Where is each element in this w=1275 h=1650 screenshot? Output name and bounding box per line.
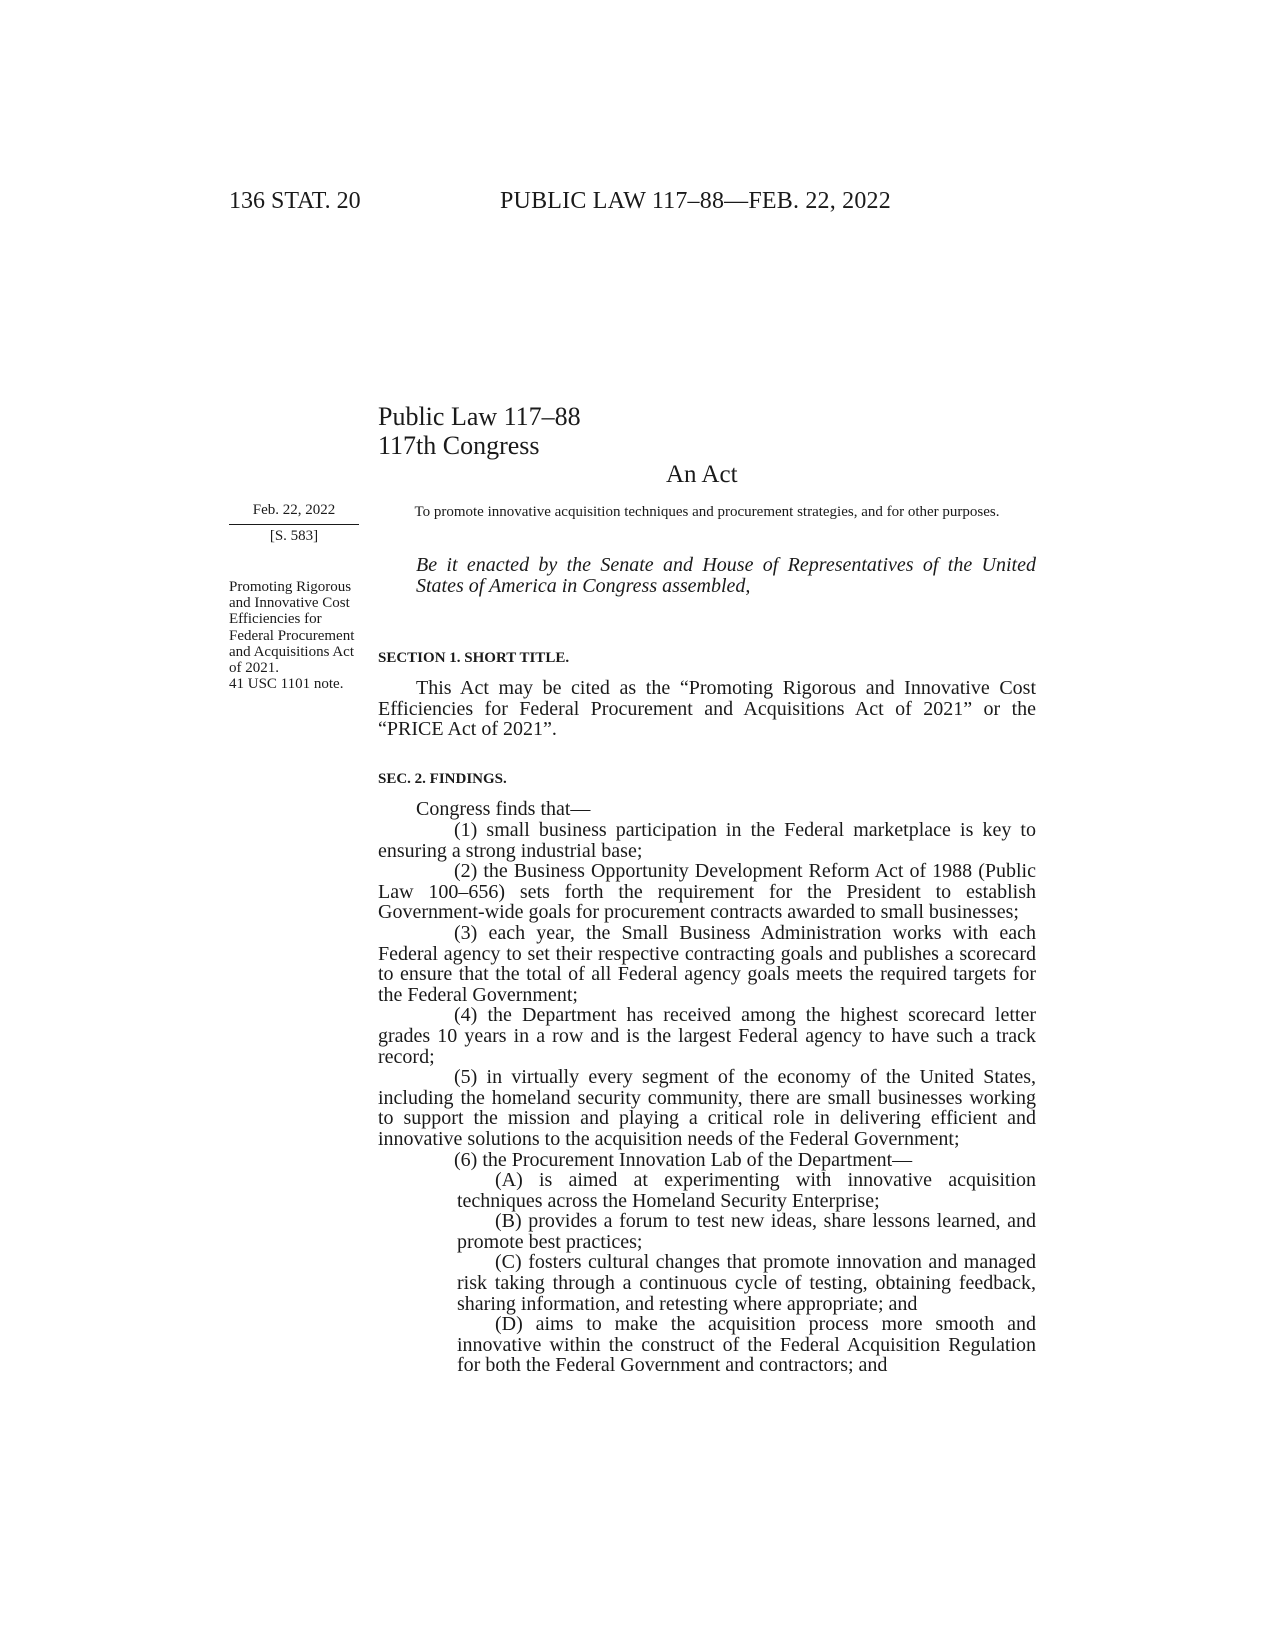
finding-item: (5) in virtually every segment of the economy of the United States, including the homeland security community, there are small businesses working to support the mission and playing a critical role in delivering efficient and innovative solutions to the acquisition needs of the Federal Government;: [378, 1066, 1036, 1150]
stat-page-citation: 136 STAT. 20: [229, 188, 361, 214]
margin-usc-note: 41 USC 1101 note.: [229, 676, 344, 693]
an-act-heading: An Act: [666, 461, 738, 488]
subfinding-item: (D) aims to make the acquisition process more smooth and innovative within the construct of the Federal Acquisition Regulation for both the Federal Government and contractors; and: [457, 1313, 1036, 1377]
running-head: PUBLIC LAW 117–88—FEB. 22, 2022: [500, 188, 891, 214]
finding-item: (3) each year, the Small Business Administration works with each Federal agency to set their respective contracting goals and publishes a scorecard to ensure that the total of all Federal agency goals meets the required targets for the Federal Government;: [378, 921, 1036, 1006]
section-2-heading: SEC. 2. FINDINGS.: [378, 771, 507, 787]
subfinding-item: (C) fosters cultural changes that promote innovation and managed risk taking through a continuous cycle of testing, obtaining feedback, sharing information, and retesting where appropriate; and: [457, 1251, 1036, 1315]
margin-divider: [229, 524, 359, 525]
margin-notes: [229, 579, 364, 692]
enacting-clause: [378, 555, 1036, 596]
enacting-clause-text: Be it enacted by the Senate and House of Representatives of the United States of America in Congress assembled,: [416, 554, 1036, 597]
findings-list: [378, 820, 1036, 1376]
margin-short-title-note: Promoting Rigorous and Innovative Cost Efficiencies for Federal Procurement and Acquisitions Act of 2021.: [229, 579, 355, 677]
law-number: Public Law 117–88: [378, 402, 581, 431]
section-1-heading: SECTION 1. SHORT TITLE.: [378, 650, 570, 666]
section-1-text: This Act may be cited as the “Promoting Rigorous and Innovative Cost Efficiencies for Federal Procurement and Acquisitions Act of 2021” or the “PRICE Act of 2021”.: [378, 677, 1036, 741]
margin-bill-number: [S. 583]: [269, 528, 319, 544]
finding-item: (1) small business participation in the Federal marketplace is key to ensuring a strong industrial base;: [378, 819, 1036, 862]
finding-item: (2) the Business Opportunity Development Reform Act of 1988 (Public Law 100–656) sets forth the requirement for the President to establish Government-wide goals for procurement contracts awarded to small businesses;: [378, 860, 1036, 924]
purpose-statement: To promote innovative acquisition techniques and procurement strategies, and for other purposes.: [414, 504, 1000, 520]
margin-date: Feb. 22, 2022: [252, 502, 336, 518]
finding-item: (6) the Procurement Innovation Lab of the Department—: [454, 1148, 913, 1171]
subfinding-item: (B) provides a forum to test new ideas, share lessons learned, and promote best practices;: [457, 1210, 1036, 1253]
subfinding-item: (A) is aimed at experimenting with innovative acquisition techniques across the Homeland Security Enterprise;: [457, 1169, 1036, 1212]
congress-label: 117th Congress: [378, 431, 540, 460]
section-2-intro: Congress finds that—: [416, 798, 591, 820]
finding-item: (4) the Department has received among the highest scorecard letter grades 10 years in a row and is the largest Federal agency to have such a track record;: [378, 1004, 1036, 1068]
